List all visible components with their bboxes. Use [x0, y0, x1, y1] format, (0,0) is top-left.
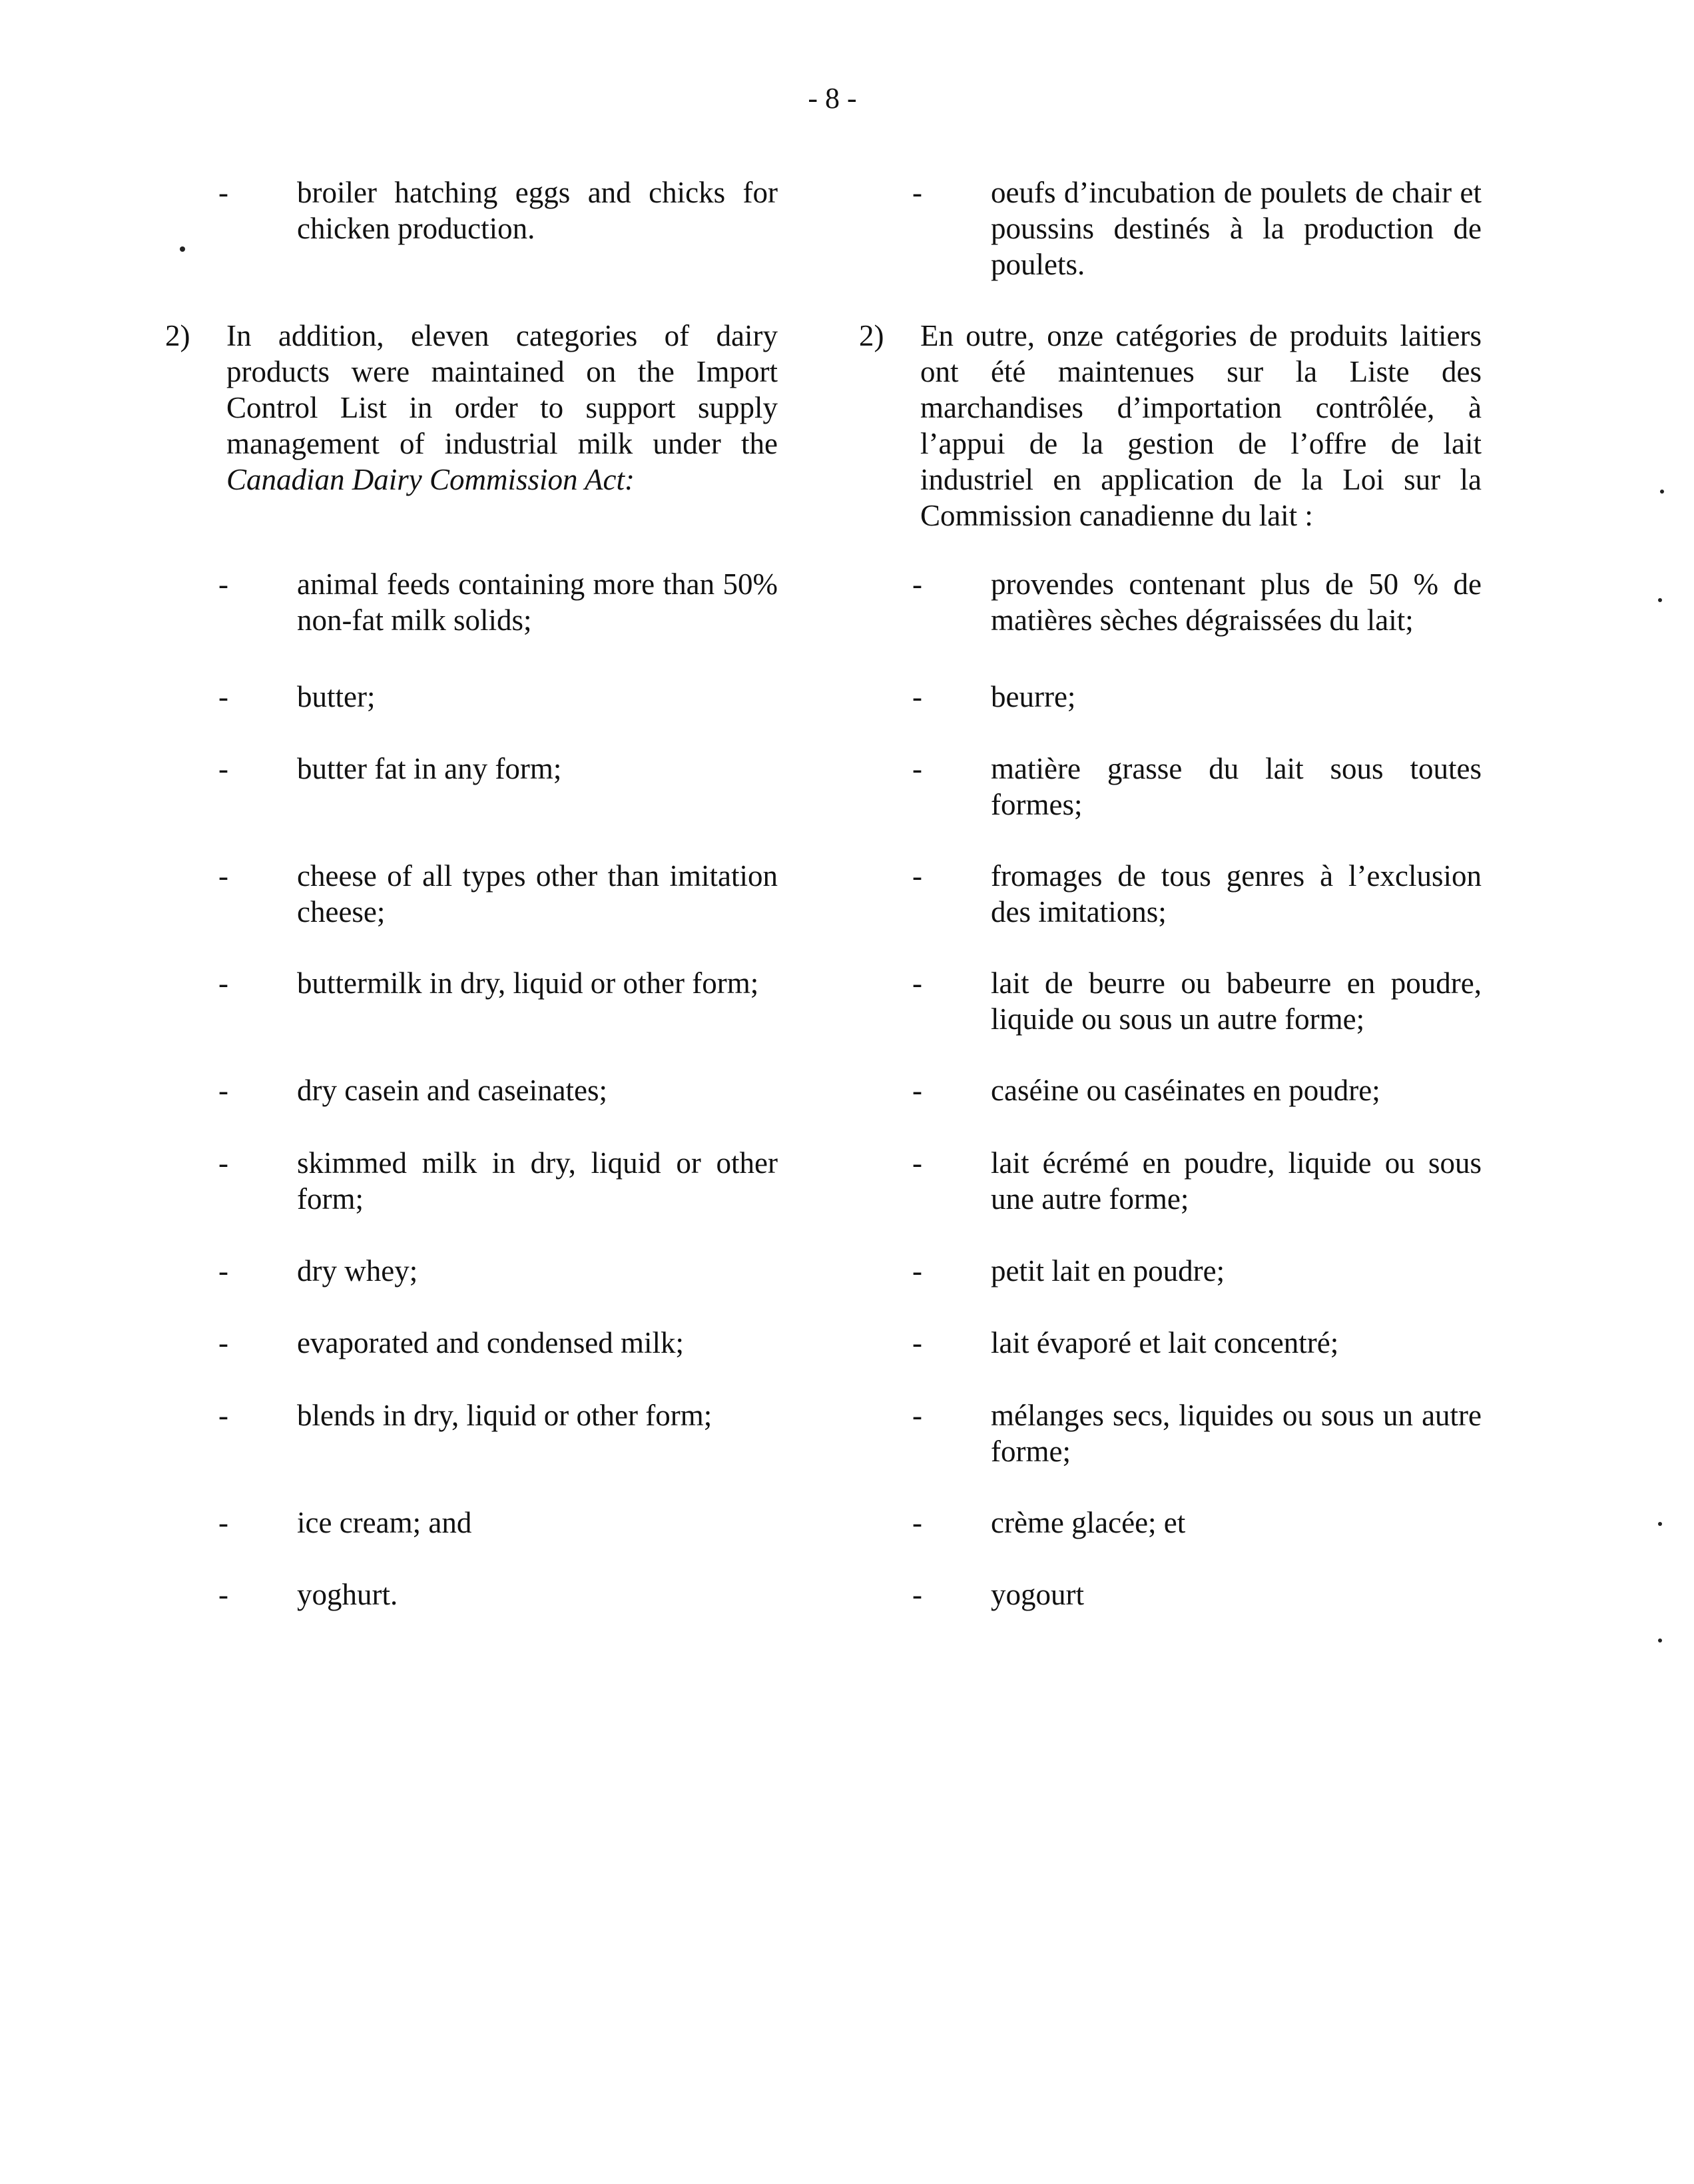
dash-marker: - — [912, 680, 922, 713]
item-text: buttermilk in dry, liquid or other form; — [297, 966, 759, 1000]
item-text: caséine ou caséinates en poudre; — [991, 1074, 1380, 1107]
dash-marker: - — [912, 966, 922, 1000]
item-text: beurre; — [991, 680, 1076, 713]
item-text: crème glacée; et — [991, 1506, 1186, 1539]
item-text: provendes contenant plus de 50 % de matières sèches dégraissées du lait; — [991, 567, 1482, 637]
dash-marker: - — [912, 859, 922, 893]
scan-speck — [180, 246, 185, 252]
dash-marker: - — [912, 752, 922, 785]
scan-speck — [1658, 1522, 1662, 1526]
item-text: cheese of all types other than imitation cheese; — [297, 859, 778, 928]
dash-marker: - — [218, 859, 228, 893]
dash-marker: - — [218, 1254, 228, 1287]
dash-marker: - — [912, 1578, 922, 1611]
dash-marker: - — [218, 1074, 228, 1107]
section-number: 2) — [859, 319, 884, 352]
dash-marker: - — [218, 1399, 228, 1432]
item-text: evaporated and condensed milk; — [297, 1326, 685, 1359]
dash-marker: - — [218, 176, 228, 209]
dash-marker: - — [218, 966, 228, 1000]
item-text: matière grasse du lait sous toutes formes; — [991, 752, 1482, 821]
item-text: skimmed milk in dry, liquid or other form; — [297, 1146, 778, 1216]
dash-marker: - — [218, 752, 228, 785]
dash-marker: - — [218, 1326, 228, 1359]
item-text: yogourt — [991, 1578, 1084, 1611]
section-text: En outre, onze catégories de produits laitiers ont été maintenues sur la Liste des marchandises d’importation contrôlée, à l’appui de la gestion de l’offre de lait industriel en application de la Loi sur la Commission canadienne du lait : — [920, 319, 1482, 532]
scan-speck — [1660, 490, 1664, 494]
dash-marker: - — [218, 567, 228, 601]
item-text: ice cream; and — [297, 1506, 472, 1539]
item-text: fromages de tous genres à l’exclusion des imitations; — [991, 859, 1482, 928]
item-text: lait de beurre ou babeurre en poudre, liquide ou sous un autre forme; — [991, 966, 1482, 1036]
item-text: petit lait en poudre; — [991, 1254, 1225, 1287]
item-text: animal feeds containing more than 50% non-fat milk solids; — [297, 567, 778, 637]
item-text: butter; — [297, 680, 376, 713]
dash-marker: - — [912, 1399, 922, 1432]
dash-marker: - — [912, 1074, 922, 1107]
item-text: dry whey; — [297, 1254, 418, 1287]
dash-marker: - — [218, 680, 228, 713]
item-text: dry casein and caseinates; — [297, 1074, 608, 1107]
section-text-plain: In addition, eleven categories of dairy products were maintained on the Import Control List in order to support supply management of industrial milk under the — [226, 319, 778, 460]
section-number: 2) — [165, 319, 190, 352]
act-title: Canadian Dairy Commission Act: — [226, 463, 635, 496]
page-number: - 8 - — [808, 82, 857, 115]
scan-speck — [1658, 1638, 1662, 1642]
item-text: blends in dry, liquid or other form; — [297, 1399, 712, 1432]
item-text: butter fat in any form; — [297, 752, 562, 785]
dash-marker: - — [912, 1326, 922, 1359]
dash-marker: - — [912, 567, 922, 601]
item-text: yoghurt. — [297, 1578, 398, 1611]
dash-marker: - — [912, 176, 922, 209]
dash-marker: - — [218, 1506, 228, 1539]
scan-speck — [1658, 598, 1662, 602]
section-text — [226, 318, 778, 498]
dash-marker: - — [218, 1578, 228, 1611]
item-text: mélanges secs, liquides ou sous un autre forme; — [991, 1399, 1482, 1468]
item-text: lait écrémé en poudre, liquide ou sous une autre forme; — [991, 1146, 1482, 1216]
item-text: lait évaporé et lait concentré; — [991, 1326, 1339, 1359]
dash-marker: - — [912, 1506, 922, 1539]
dash-marker: - — [912, 1254, 922, 1287]
dash-marker: - — [912, 1146, 922, 1180]
item-text: oeufs d’incubation de poulets de chair et poussins destinés à la production de poulets. — [991, 176, 1482, 281]
dash-marker: - — [218, 1146, 228, 1180]
item-text: broiler hatching eggs and chicks for chicken production. — [297, 176, 778, 245]
